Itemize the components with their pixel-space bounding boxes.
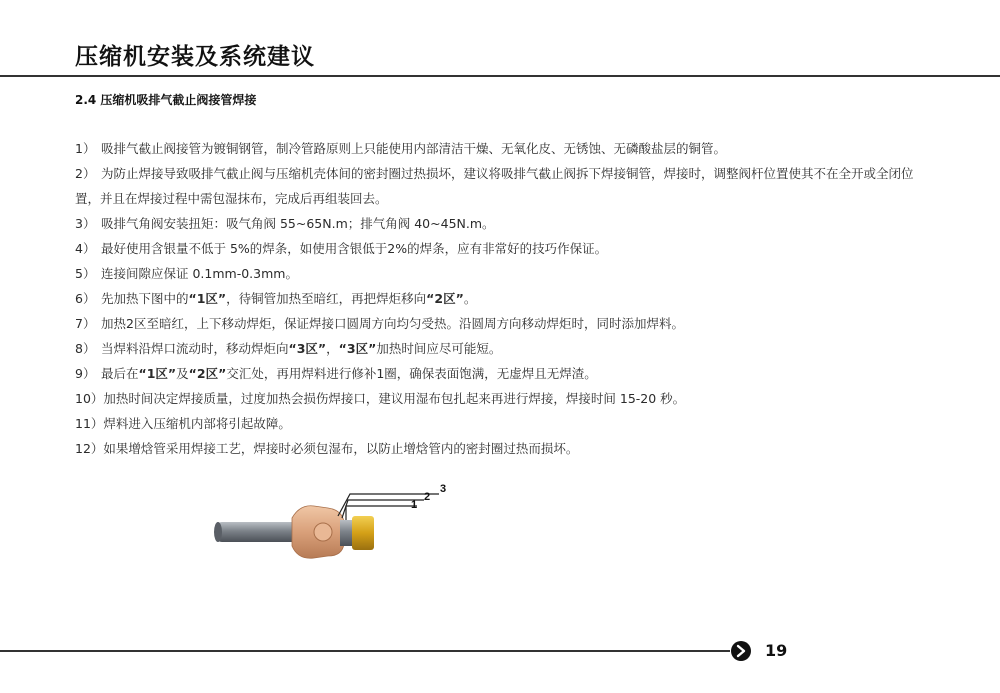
zone-number-3: 3: [440, 483, 447, 495]
pipe-end: [214, 522, 222, 542]
page-number: 19: [765, 641, 788, 660]
list-item: 1） 吸排气截止阀接管为镀铜钢管，制冷管路原则上只能使用内部清洁干燥、无氧化皮、无锈蚀、无磷酸盐层的铜管。: [75, 141, 727, 156]
zone-label: “1区”: [188, 291, 227, 306]
zone-number-1: 1: [411, 499, 418, 511]
flange-hole: [314, 523, 332, 541]
list-item: 3） 吸排气角阀安装扭矩：吸气角阀 55~65N.m；排气角阀 40~45N.m。: [75, 216, 495, 231]
list-item: 6） 先加热下图中的“1区”，待铜管加热至暗红，再把焊炬移向“2区”。: [75, 291, 477, 306]
instruction-list: [75, 136, 945, 461]
list-item: 2） 为防止焊接导致吸排气截止阀与压缩机壳体间的密封圈过热损坏，建议将吸排气截止阀拆下焊接铜管，焊接时，调整阀杆位置使其不在全开或全闭位置，并且在焊接过程中需包湿抹布，完成后再组装回去。: [75, 166, 914, 206]
next-page-arrow-icon: [730, 640, 752, 662]
valve-illustration: [210, 478, 460, 568]
list-item: 8） 当焊料沿焊口流动时，移动焊炬向“3区”，“3区”加热时间应尽可能短。: [75, 341, 502, 356]
zone-label: “1区”: [138, 366, 177, 381]
list-item: 11）焊料进入压缩机内部将引起故障。: [75, 416, 291, 431]
list-item: 7） 加热2区至暗红，上下移动焊炬，保证焊接口圆周方向均匀受热。沿圆周方向移动焊炬时，同时添加焊料。: [75, 316, 684, 331]
list-item: 9） 最后在“1区”及“2区”交汇处，再用焊料进行修补1圈，确保表面饱满，无虚焊且无焊渣。: [75, 366, 597, 381]
valve-welding-diagram: [210, 478, 460, 568]
zone-number-2: 2: [424, 491, 431, 503]
zone-label: “3区”: [288, 341, 327, 356]
weld-zone: [340, 520, 354, 546]
header-divider: [0, 75, 1000, 77]
brass-nut: [352, 516, 374, 550]
zone-label: “3区”: [338, 341, 377, 356]
footer-divider: [0, 650, 730, 652]
zone-label: “2区”: [188, 366, 227, 381]
list-item: 10）加热时间决定焊接质量，过度加热会损伤焊接口，建议用湿布包扎起来再进行焊接，焊接时间 15-20 秒。: [75, 391, 686, 406]
list-item: 4） 最好使用含银量不低于 5%的焊条，如使用含银低于2%的焊条，应有非常好的技巧作保证。: [75, 241, 608, 256]
list-item: 12）如果增焓管采用焊接工艺，焊接时必须包湿布，以防止增焓管内的密封圈过热而损坏。: [75, 441, 579, 456]
steel-pipe: [216, 522, 300, 542]
zone-label: “2区”: [426, 291, 464, 306]
section-title: 2.4 压缩机吸排气截止阀接管焊接: [75, 93, 257, 107]
page-title: 压缩机安装及系统建议: [75, 44, 315, 70]
list-item: 5） 连接间隙应保证 0.1mm-0.3mm。: [75, 266, 298, 281]
